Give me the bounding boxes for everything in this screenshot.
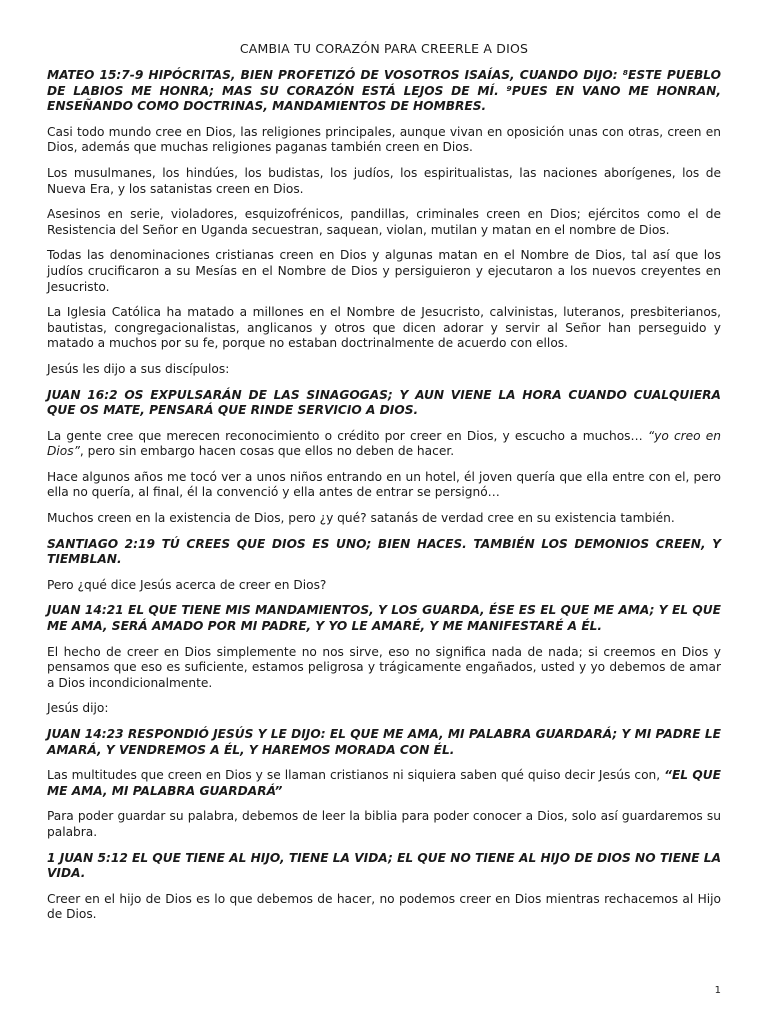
paragraph: Para poder guardar su palabra, debemos de leer la biblia para poder conocer a Dios, solo así guardaremos su palabra. <box>47 809 721 839</box>
paragraph: Creer en el hijo de Dios es lo que debemos de hacer, no podemos creer en Dios mientras rechacemos al Hijo de Dios. <box>47 891 721 922</box>
paragraph: Todas las denominaciones cristianas creen en Dios y algunas matan en el Nombre de Dios, tal así que los judíos crucificaron a su Mesías en el Nombre de Dios y persiguieron y ejecutaron a los nuevos creyentes en Jesucristo. <box>47 248 721 294</box>
paragraph-text: La gente cree que merecen reconocimiento o crédito por creer en Dios, y escucho a muchos… <box>47 428 648 443</box>
paragraph: Jesús les dijo a sus discípulos: <box>47 361 230 376</box>
paragraph-text: , pero sin embargo hacen cosas que ellos no deben de hacer. <box>79 444 455 459</box>
paragraph: Hace algunos años me tocó ver a unos niños entrando en un hotel, él joven quería que ella entre con el, pero ella no quería, al final, él la convenció y ella antes de entrar se persignó… <box>47 469 721 500</box>
inline-quote: “EL QUE ME AMA, MI PALABRA GUARDARÁ” <box>47 768 721 798</box>
document-title: CAMBIA TU CORAZÓN PARA CREERLE A DIOS <box>239 41 529 56</box>
paragraph-text: Las multitudes que creen en Dios y se llaman cristianos ni siquiera saben qué quiso decir Jesús con, <box>47 768 665 783</box>
paragraph: Asesinos en serie, violadores, esquizofrénicos, pandillas, criminales creen en Dios; ejércitos como el de Resistencia del Señor en Uganda secuestran, saquean, violan, mutilan y matan en el nombre de Dios. <box>47 207 721 237</box>
paragraph: Los musulmanes, los hindúes, los budistas, los judíos, los espiritualistas, las naciones aborígenes, los de Nueva Era, y los satanistas creen en Dios. <box>47 165 721 196</box>
paragraph-with-quote <box>47 768 721 799</box>
paragraph: Jesús dijo: <box>47 701 109 716</box>
verse-1-juan-5-12: 1 JUAN 5:12 EL QUE TIENE AL HIJO, TIENE LA VIDA; EL QUE NO TIENE AL HIJO DE DIOS NO TIENE LA VIDA. <box>47 850 721 881</box>
verse-juan-14-21: JUAN 14:21 EL QUE TIENE MIS MANDAMIENTOS, Y LOS GUARDA, ÉSE ES EL QUE ME AMA; Y EL QUE ME AMA, SERÁ AMADO POR MI PADRE, Y YO LE AMARÉ, Y ME MANIFESTARÉ A ÉL. <box>47 603 721 634</box>
verse-santiago-2-19: SANTIAGO 2:19 TÚ CREES QUE DIOS ES UNO; BIEN HACES. TAMBIÉN LOS DEMONIOS CREEN, Y TIEMBLAN. <box>47 536 721 567</box>
inline-quote: “yo creo en Dios” <box>47 428 721 459</box>
verse-juan-16-2: JUAN 16:2 OS EXPULSARÁN DE LAS SINAGOGAS; Y AUN VIENE LA HORA CUANDO CUALQUIERA QUE OS MATE, PENSARÁ QUE RINDE SERVICIO A DIOS. <box>47 387 721 418</box>
page-number: 1 <box>714 985 721 996</box>
verse-mateo-15-7: MATEO 15:7-9 HIPÓCRITAS, BIEN PROFETIZÓ DE VOSOTROS ISAÍAS, CUANDO DIJO: ⁸ESTE PUEBLO DE LABIOS ME HONRA; MAS SU CORAZÓN ESTÁ LEJOS DE MÍ. ⁹PUES EN VANO ME HONRAN, ENSEÑANDO COMO DOCTRINAS, MANDAMIENTOS DE HOMBRES. <box>47 68 721 114</box>
paragraph: Muchos creen en la existencia de Dios, pero ¿y qué? satanás de verdad cree en su existencia también. <box>47 511 675 526</box>
paragraph: Pero ¿qué dice Jesús acerca de creer en Dios? <box>47 577 327 592</box>
paragraph: Casi todo mundo cree en Dios, las religiones principales, aunque vivan en oposición unas con otras, creen en Dios, además que muchas religiones paganas también creen en Dios. <box>47 124 721 155</box>
paragraph: La Iglesia Católica ha matado a millones en el Nombre de Jesucristo, calvinistas, luteranos, presbiterianos, bautistas, congregacionalistas, anglicanos y otros que dicen adorar y servir al Señor han perseguido y matado a muchos por su fe, porque no estaban doctrinalmente de acuerdo con ellos. <box>47 305 721 351</box>
verse-juan-14-23: JUAN 14:23 RESPONDIÓ JESÚS Y LE DIJO: EL QUE ME AMA, MI PALABRA GUARDARÁ; Y MI PADRE LE AMARÁ, Y VENDREMOS A ÉL, Y HAREMOS MORADA CON ÉL. <box>47 727 721 757</box>
paragraph: El hecho de creer en Dios simplemente no nos sirve, eso no significa nada de nada; si creemos en Dios y pensamos que eso es suficiente, estamos peligrosa y trágicamente engañados, usted y yo debemos de amar a Dios incondicionalmente. <box>47 644 721 690</box>
paragraph-with-quote <box>47 429 721 460</box>
